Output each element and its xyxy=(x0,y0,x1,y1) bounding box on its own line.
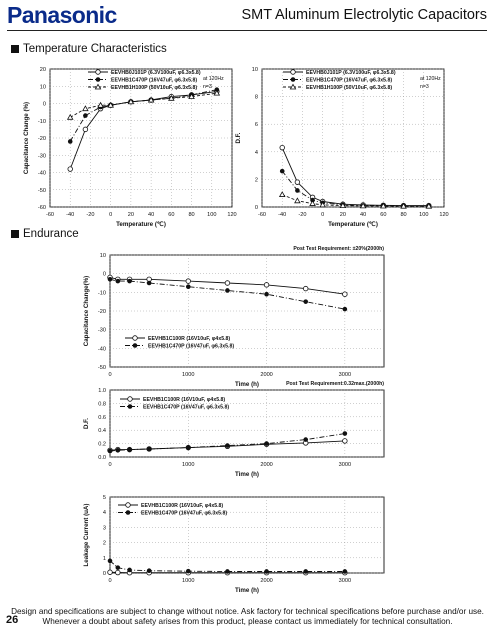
x-tick-label: 1000 xyxy=(182,462,195,468)
x-tick-label: 100 xyxy=(207,212,217,218)
legend-marker xyxy=(96,77,101,82)
data-point-1 xyxy=(264,441,269,446)
y-axis-label: Capacitance Change (%) xyxy=(23,101,30,175)
y-tick-label: 8 xyxy=(254,94,258,101)
y-tick-label: 6 xyxy=(254,122,258,129)
y-tick-label: -60 xyxy=(37,205,46,211)
data-point-1 xyxy=(186,445,191,450)
y-tick-label: 10 xyxy=(99,253,106,259)
x-tick-label: 100 xyxy=(419,212,429,218)
legend-marker xyxy=(96,70,101,75)
y-tick-label: 10 xyxy=(251,67,258,73)
y-tick-label: -50 xyxy=(37,187,46,194)
footer-line-1: Design and specifications are subject to change without notice. Ask factory for technical specifications before purchase and/or use. xyxy=(11,607,484,616)
y-axis-label: D.F. xyxy=(83,418,90,429)
x-tick-label: 20 xyxy=(339,212,347,218)
legend-marker xyxy=(133,343,138,348)
data-point-1 xyxy=(147,281,152,286)
y-tick-label: 0 xyxy=(254,205,258,211)
x-tick-label: 40 xyxy=(359,212,367,218)
data-point-0 xyxy=(68,167,73,172)
x-tick-label: 80 xyxy=(188,212,195,218)
x-tick-label: 3000 xyxy=(338,462,352,468)
x-axis-label: Temperature (℃) xyxy=(116,221,166,228)
y-tick-label: 4 xyxy=(102,510,106,517)
chart-2 xyxy=(83,246,384,388)
data-point-1 xyxy=(127,447,132,452)
data-point-0 xyxy=(186,279,191,284)
y-tick-label: 1 xyxy=(102,555,106,562)
y-tick-label: 10 xyxy=(39,84,46,91)
x-tick-label: 60 xyxy=(168,212,175,218)
data-point-1 xyxy=(116,448,121,453)
x-tick-label: 2000 xyxy=(260,372,273,378)
y-tick-label: 0.0 xyxy=(98,455,106,461)
y-tick-label: -20 xyxy=(97,309,106,315)
x-tick-label: 60 xyxy=(380,212,387,218)
y-tick-label: 0 xyxy=(42,101,46,108)
section-heading-endurance: Endurance xyxy=(11,228,79,240)
data-point-1 xyxy=(186,284,191,289)
data-point-1 xyxy=(343,307,348,312)
legend-label: EEVHB1C100R (16V10uF, φ4x5.8) xyxy=(143,397,226,403)
y-tick-label: -30 xyxy=(97,327,106,334)
x-tick-label: 120 xyxy=(439,212,449,218)
legend-marker xyxy=(291,77,296,82)
legend-label: EEVHB0J101P (6.3V100uF, φ6.3x5.8) xyxy=(111,70,201,76)
y-axis-label: Capacitance Change(%) xyxy=(83,275,90,347)
legend-label: EEVHB1C470P (16V47uF, φ6.3x5.8) xyxy=(306,77,393,84)
test-condition-note: at 120Hz xyxy=(420,76,441,82)
y-tick-label: 0.6 xyxy=(98,414,106,421)
data-point-1 xyxy=(68,139,73,144)
data-point-1 xyxy=(343,431,348,436)
data-point-0 xyxy=(343,292,348,297)
data-point-0 xyxy=(225,281,230,286)
test-condition-note: n=3 xyxy=(203,84,212,90)
data-point-1 xyxy=(280,169,285,174)
test-condition-note: n=3 xyxy=(420,84,429,90)
page-number: 26 xyxy=(6,614,19,626)
requirement-note: Post Test Requirement:0.32max.(2000h) xyxy=(286,381,384,387)
data-point-0 xyxy=(343,439,348,444)
data-point-0 xyxy=(303,286,308,291)
data-point-1 xyxy=(147,447,152,452)
y-tick-label: -50 xyxy=(97,365,106,371)
footer-line-2: Whenever a doubt about safety arises from this product, please contact us immediately for technical consultation. xyxy=(42,617,453,626)
section-heading-temperature: Temperature Characteristics xyxy=(11,43,167,55)
data-point-1 xyxy=(264,569,269,574)
plot-frame xyxy=(110,255,384,367)
legend-marker xyxy=(133,336,138,341)
y-tick-label: 4 xyxy=(254,149,258,156)
data-point-1 xyxy=(225,288,230,293)
y-tick-label: -30 xyxy=(37,153,46,160)
x-tick-label: 0 xyxy=(108,578,112,584)
y-tick-label: -10 xyxy=(97,290,106,297)
y-tick-label: 20 xyxy=(39,67,46,73)
legend-marker xyxy=(126,510,131,515)
data-point-1 xyxy=(83,113,88,118)
chart-3 xyxy=(83,381,384,478)
x-tick-label: 80 xyxy=(400,212,407,218)
x-tick-label: -60 xyxy=(45,212,55,218)
data-point-1 xyxy=(225,443,230,448)
y-tick-label: 2 xyxy=(254,177,258,184)
data-point-1 xyxy=(303,569,308,574)
x-tick-label: 40 xyxy=(147,212,155,218)
y-tick-label: 0 xyxy=(102,271,106,278)
data-point-1 xyxy=(127,279,132,284)
x-tick-label: 0 xyxy=(109,212,113,218)
x-tick-label: -40 xyxy=(278,212,287,218)
data-point-1 xyxy=(116,565,121,570)
data-point-1 xyxy=(343,569,348,574)
legend-label: EEVHB1C470P (16V47uF, φ6.3x5.8) xyxy=(143,404,230,411)
data-point-0 xyxy=(280,145,285,150)
x-tick-label: -20 xyxy=(298,212,307,218)
data-point-1 xyxy=(186,569,191,574)
legend-label: EEVHB1C470P (16V47uF, φ6.3x5.8) xyxy=(141,510,228,517)
y-tick-label: 0.2 xyxy=(98,441,106,448)
x-tick-label: -60 xyxy=(257,212,267,218)
y-tick-label: -40 xyxy=(37,170,46,177)
x-axis-label: Time (h) xyxy=(235,381,259,388)
legend-label: EEVHB0J101P (6.3V100uF, φ6.3x5.8) xyxy=(306,70,396,76)
y-tick-label: 3 xyxy=(102,525,106,532)
x-tick-label: 3000 xyxy=(338,372,352,378)
legend-marker xyxy=(128,397,133,402)
x-axis-label: Time (h) xyxy=(235,587,259,594)
y-axis-label: D.F. xyxy=(235,132,242,144)
x-tick-label: 2000 xyxy=(260,578,273,584)
data-point-1 xyxy=(108,277,113,282)
data-point-0 xyxy=(108,570,113,575)
legend-label: EEVHB1C100R (16V10uF, φ4x5.8) xyxy=(141,503,224,509)
legend-marker xyxy=(291,70,296,75)
chart-1 xyxy=(235,67,449,228)
legend-marker xyxy=(128,404,133,409)
legend-label: EEVHB1C470P (16V47uF, φ6.3x5.8) xyxy=(148,343,235,350)
x-tick-label: 1000 xyxy=(182,578,195,584)
x-tick-label: 0 xyxy=(321,212,325,218)
data-point-0 xyxy=(264,283,269,288)
chart-0 xyxy=(23,67,237,228)
data-point-1 xyxy=(303,437,308,442)
data-point-1 xyxy=(127,568,132,573)
data-point-1 xyxy=(225,569,230,574)
page-title: SMT Aluminum Electrolytic Capacitors xyxy=(241,7,487,23)
x-tick-label: 0 xyxy=(108,462,112,468)
y-tick-label: -20 xyxy=(37,136,46,142)
x-tick-label: 120 xyxy=(227,212,237,218)
data-point-0 xyxy=(83,127,88,132)
brand-logo: Panasonic xyxy=(7,2,117,28)
x-tick-label: 2000 xyxy=(260,462,273,468)
data-point-1 xyxy=(116,279,121,284)
x-tick-label: 1000 xyxy=(182,372,195,378)
chart-4 xyxy=(83,495,384,594)
data-point-1 xyxy=(147,568,152,573)
x-tick-label: 0 xyxy=(108,372,112,378)
y-tick-label: 0 xyxy=(102,571,106,577)
x-tick-label: 20 xyxy=(127,212,135,218)
data-point-0 xyxy=(295,180,300,185)
y-tick-label: 5 xyxy=(102,495,106,501)
data-point-1 xyxy=(295,188,300,193)
legend-label: EEVHB1C470P (16V47uF, φ6.3x5.8) xyxy=(111,77,198,84)
x-axis-label: Temperature (℃) xyxy=(328,221,378,228)
data-point-1 xyxy=(303,299,308,304)
x-tick-label: 3000 xyxy=(338,578,352,584)
y-tick-label: -10 xyxy=(37,118,46,125)
y-tick-label: 0.4 xyxy=(98,428,106,435)
x-axis-label: Time (h) xyxy=(235,471,259,478)
legend-label: EEVHB1H100P (50V10uF, φ6.3x5.8) xyxy=(306,85,393,91)
legend-label: EEVHB1H100P (50V10uF, φ6.3x5.8) xyxy=(111,85,198,91)
legend-label: EEVHB1C100R (16V10uF, φ4x5.8) xyxy=(148,336,231,342)
x-tick-label: -40 xyxy=(66,212,75,218)
data-point-0 xyxy=(116,570,121,575)
legend-marker xyxy=(126,503,131,508)
y-tick-label: -40 xyxy=(97,346,106,353)
footer-disclaimer xyxy=(0,607,495,627)
data-point-1 xyxy=(264,292,269,297)
y-tick-label: 2 xyxy=(102,540,106,547)
requirement-note: Post Test Requirement: ±20%(2000h) xyxy=(293,246,384,252)
x-tick-label: -20 xyxy=(86,212,95,218)
y-tick-label: 1.0 xyxy=(98,388,106,394)
y-tick-label: 0.8 xyxy=(98,401,106,408)
data-point-1 xyxy=(108,559,113,564)
y-axis-label: Leakage Current (uA) xyxy=(83,503,90,567)
data-point-1 xyxy=(108,449,113,454)
test-condition-note: at 120Hz xyxy=(203,76,224,82)
